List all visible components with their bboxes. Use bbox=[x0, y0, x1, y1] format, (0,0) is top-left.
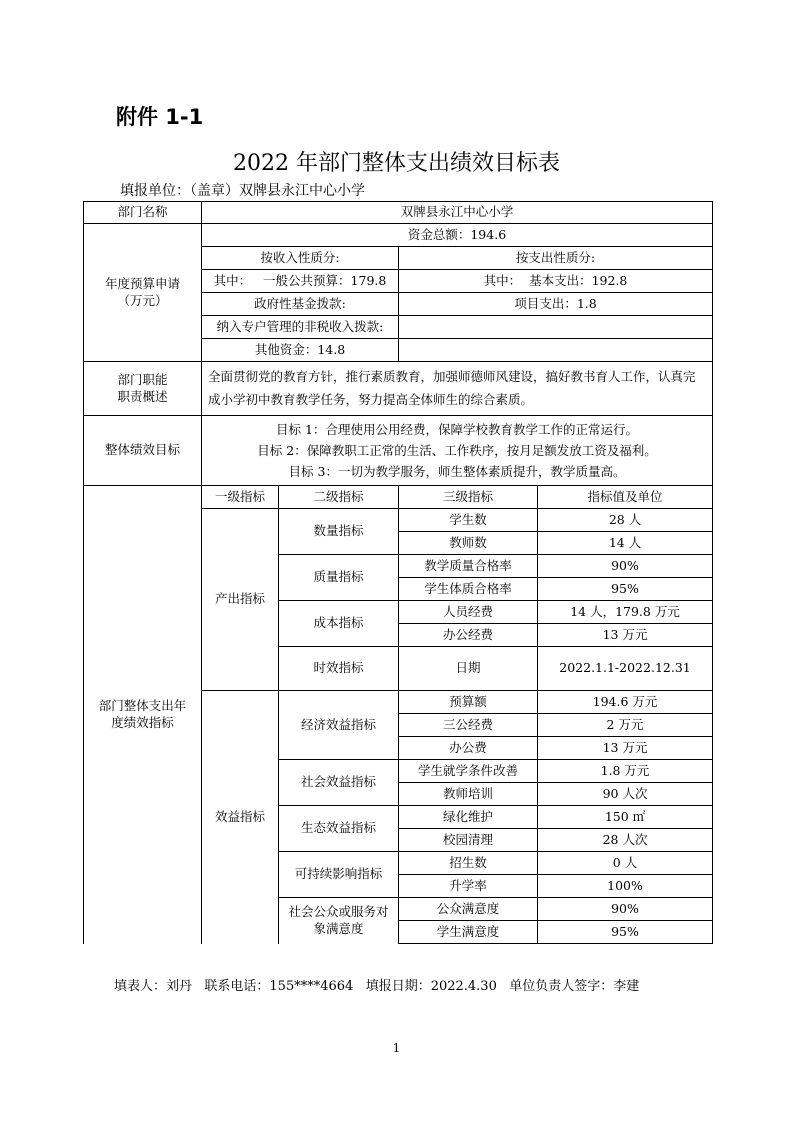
level1-output: 产出指标 bbox=[202, 509, 279, 691]
level2-quality: 质量指标 bbox=[279, 555, 399, 601]
performance-table bbox=[83, 201, 713, 944]
indicator-value: 0 人 bbox=[538, 852, 713, 875]
budget-empty-2 bbox=[399, 339, 713, 362]
level2-timeliness: 时效指标 bbox=[279, 647, 399, 691]
indicator-item: 公众满意度 bbox=[399, 898, 538, 921]
indicator-item: 日期 bbox=[399, 647, 538, 691]
indicator-value: 95% bbox=[538, 578, 713, 601]
indicator-value: 13 万元 bbox=[538, 624, 713, 647]
level2-ecological: 生态效益指标 bbox=[279, 806, 399, 852]
indicator-value: 28 人次 bbox=[538, 829, 713, 852]
budget-other: 其他资金：14.8 bbox=[202, 339, 399, 362]
budget-gov-fund: 政府性基金拨款: bbox=[202, 293, 399, 316]
indicator-item: 学生体质合格率 bbox=[399, 578, 538, 601]
indicator-value: 100% bbox=[538, 875, 713, 898]
budget-basic-expense: 其中： 基本支出：192.8 bbox=[399, 270, 713, 293]
budget-total: 资金总额：194.6 bbox=[202, 224, 713, 247]
indicator-value: 90 人次 bbox=[538, 783, 713, 806]
attachment-label: 附件 1-1 bbox=[116, 105, 204, 129]
budget-by-expense: 按支出性质分: bbox=[399, 247, 713, 270]
budget-non-tax: 纳入专户管理的非税收入拨款: bbox=[202, 316, 399, 339]
indicator-item: 人员经费 bbox=[399, 601, 538, 624]
goal-3: 目标 3：一切为教学服务，师生整体素质提升，教学质量高。 bbox=[288, 464, 626, 480]
level2-social: 社会效益指标 bbox=[279, 760, 399, 806]
indicator-value: 28 人 bbox=[538, 509, 713, 532]
budget-empty-1 bbox=[399, 316, 713, 339]
indicator-item: 预算额 bbox=[399, 691, 538, 714]
level2-economic: 经济效益指标 bbox=[279, 691, 399, 760]
budget-general-public: 其中： 一般公共预算：179.8 bbox=[202, 270, 399, 293]
indicator-value: 14 人 bbox=[538, 532, 713, 555]
indicator-item: 升学率 bbox=[399, 875, 538, 898]
indicator-value: 2022.1.1-2022.12.31 bbox=[538, 647, 713, 691]
indicator-item: 办公费 bbox=[399, 737, 538, 760]
level2-satisfaction: 社会公众或服务对象满意度 bbox=[279, 898, 399, 944]
header-level1: 一级指标 bbox=[202, 486, 279, 509]
indicator-value: 150 ㎡ bbox=[538, 806, 713, 829]
level2-quantity: 数量指标 bbox=[279, 509, 399, 555]
label-annual-indicator: 部门整体支出年度绩效指标 bbox=[84, 486, 202, 944]
header-level2: 二级指标 bbox=[279, 486, 399, 509]
indicator-value: 90% bbox=[538, 898, 713, 921]
label-dept-name: 部门名称 bbox=[84, 202, 202, 224]
indicator-item: 教师培训 bbox=[399, 783, 538, 806]
indicator-item: 绿化维护 bbox=[399, 806, 538, 829]
level1-benefit: 效益指标 bbox=[202, 691, 279, 944]
indicator-value: 90% bbox=[538, 555, 713, 578]
indicator-value: 1.8 万元 bbox=[538, 760, 713, 783]
indicator-item: 教师数 bbox=[399, 532, 538, 555]
label-overall-goal: 整体绩效目标 bbox=[84, 416, 202, 486]
indicator-value: 14 人，179.8 万元 bbox=[538, 601, 713, 624]
goal-2: 目标 2：保障教职工正常的生活、工作秩序，按月足额发放工资及福利。 bbox=[257, 442, 657, 458]
budget-by-income: 按收入性质分: bbox=[202, 247, 399, 270]
indicator-item: 校园清理 bbox=[399, 829, 538, 852]
indicator-value: 2 万元 bbox=[538, 714, 713, 737]
indicator-item: 学生数 bbox=[399, 509, 538, 532]
indicator-item: 学生就学条件改善 bbox=[399, 760, 538, 783]
goals-cell bbox=[202, 416, 713, 486]
indicator-value: 95% bbox=[538, 921, 713, 944]
header-value: 指标值及单位 bbox=[538, 486, 713, 509]
indicator-item: 三公经费 bbox=[399, 714, 538, 737]
indicator-item: 学生满意度 bbox=[399, 921, 538, 944]
indicator-item: 教学质量合格率 bbox=[399, 555, 538, 578]
page-title: 2022 年部门整体支出绩效目标表 bbox=[233, 151, 560, 176]
indicator-value: 194.6 万元 bbox=[538, 691, 713, 714]
duties-text: 全面贯彻党的教育方针，推行素质教育，加强师德师风建设，搞好教书育人工作，认真完成小学初中教育教学任务，努力提高全体师生的综合素质。 bbox=[202, 362, 713, 416]
fill-unit: 填报单位：（盖章）双牌县永江中心小学 bbox=[120, 183, 365, 199]
level2-sustainable: 可持续影响指标 bbox=[279, 852, 399, 898]
indicator-value: 13 万元 bbox=[538, 737, 713, 760]
indicator-item: 招生数 bbox=[399, 852, 538, 875]
header-level3: 三级指标 bbox=[399, 486, 538, 509]
page-number: 1 bbox=[392, 1041, 401, 1055]
footer-info: 填表人：刘丹 联系电话：155****4664 填报日期：2022.4.30 单位负责人签字：李建 bbox=[114, 979, 640, 994]
goal-1: 目标 1：合理使用公用经费，保障学校教育教学工作的正常运行。 bbox=[276, 421, 638, 437]
dept-name-value: 双牌县永江中心小学 bbox=[202, 202, 713, 224]
label-budget-apply: 年度预算申请（万元） bbox=[84, 224, 202, 362]
budget-project-expense: 项目支出：1.8 bbox=[399, 293, 713, 316]
level2-cost: 成本指标 bbox=[279, 601, 399, 647]
indicator-item: 办公经费 bbox=[399, 624, 538, 647]
label-duties: 部门职能职责概述 bbox=[84, 362, 202, 416]
